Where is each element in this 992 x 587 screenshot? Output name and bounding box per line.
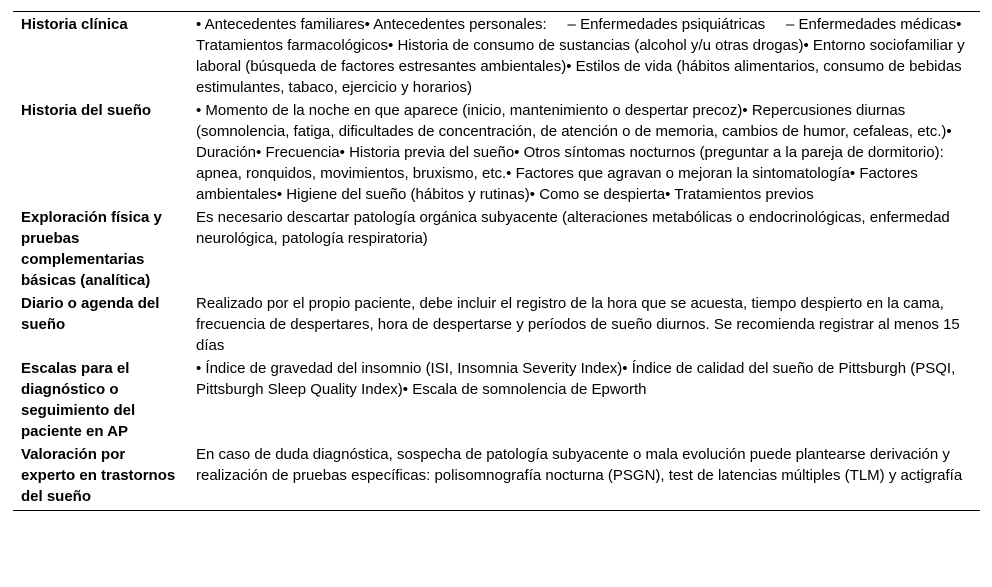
insomnia-evaluation-table [13,12,980,510]
row-description [186,357,980,443]
row-description [186,206,980,292]
table-row-escalas [13,357,980,443]
row-description-text: • Índice de gravedad del insomnio (ISI, Insomnia Severity Index)• Índice de calidad del sueño de Pittsburgh (PSQI, Pittsburgh Sleep Quality Index)• Escala de somnolencia de Epworth [196,360,960,398]
table-row-historia-sueno [13,99,980,206]
row-term: Escalas para el diagnóstico o seguimiento del paciente en AP [21,360,136,440]
row-description [186,443,980,510]
row-description-text: • Momento de la noche en que aparece (inicio, mantenimiento o despertar precoz)• Repercusiones diurnas (somnolencia, fatiga, dificultades de concentración, de atención o de memoria, cambios de humor, cefaleas, etc.)• Duración• Frecuencia• Historia previa del sueño• Otros síntomas nocturnos (preguntar a la pareja de dormitorio): apnea, ronquidos, movimientos, bruxismo, etc.• Factores que agravan o mejoran la sintomatología• Factores ambientales• Higiene del sueño (hábitos y rutinas)• Como se despierta• Tratamientos previos [196,102,956,203]
insomnia-evaluation-table-container [13,11,980,511]
row-term: Historia clínica [21,16,128,33]
table-row-exploracion-fisica [13,206,980,292]
table-row-diario-sueno [13,292,980,357]
row-description-text: • Antecedentes familiares• Antecedentes personales: – Enfermedades psiquiátricas – Enfermedades médicas• Tratamientos farmacológicos• Historia de consumo de sustancias (alcohol y/u otras drogas)• Entorno sociofamiliar y laboral (búsqueda de factores estresantes ambientales)• Estilos de vida (hábitos alimentarios, consumo de bebidas estimulantes, tabaco, ejercicio y horarios) [196,16,969,96]
row-term: Valoración por experto en trastornos del sueño [21,446,176,505]
row-description-text: En caso de duda diagnóstica, sospecha de patología subyacente o mala evolución puede plantearse derivación y realización de pruebas específicas: polisomnografía nocturna (PSGN), test de latencias múltiples (TLM) y actigrafía [196,446,963,484]
row-description-text: Realizado por el propio paciente, debe incluir el registro de la hora que se acuesta, tiempo despierto en la cama, frecuencia de despertares, hora de despertarse y períodos de sueño diurnos. Se recomienda registrar al menos 15 días [196,295,964,354]
row-term: Historia del sueño [21,102,152,119]
row-description-text: Es necesario descartar patología orgánica subyacente (alteraciones metabólicas o endocrinológicas, enfermedad neurológica, patología respiratoria) [196,209,954,247]
row-description [186,292,980,357]
row-term: Diario o agenda del sueño [21,295,160,333]
row-description [186,12,980,99]
row-term: Exploración física y pruebas complementarias básicas (analítica) [21,209,162,289]
row-description [186,99,980,206]
table-row-valoracion-experto [13,443,980,510]
table-row-historia-clinica [13,12,980,99]
